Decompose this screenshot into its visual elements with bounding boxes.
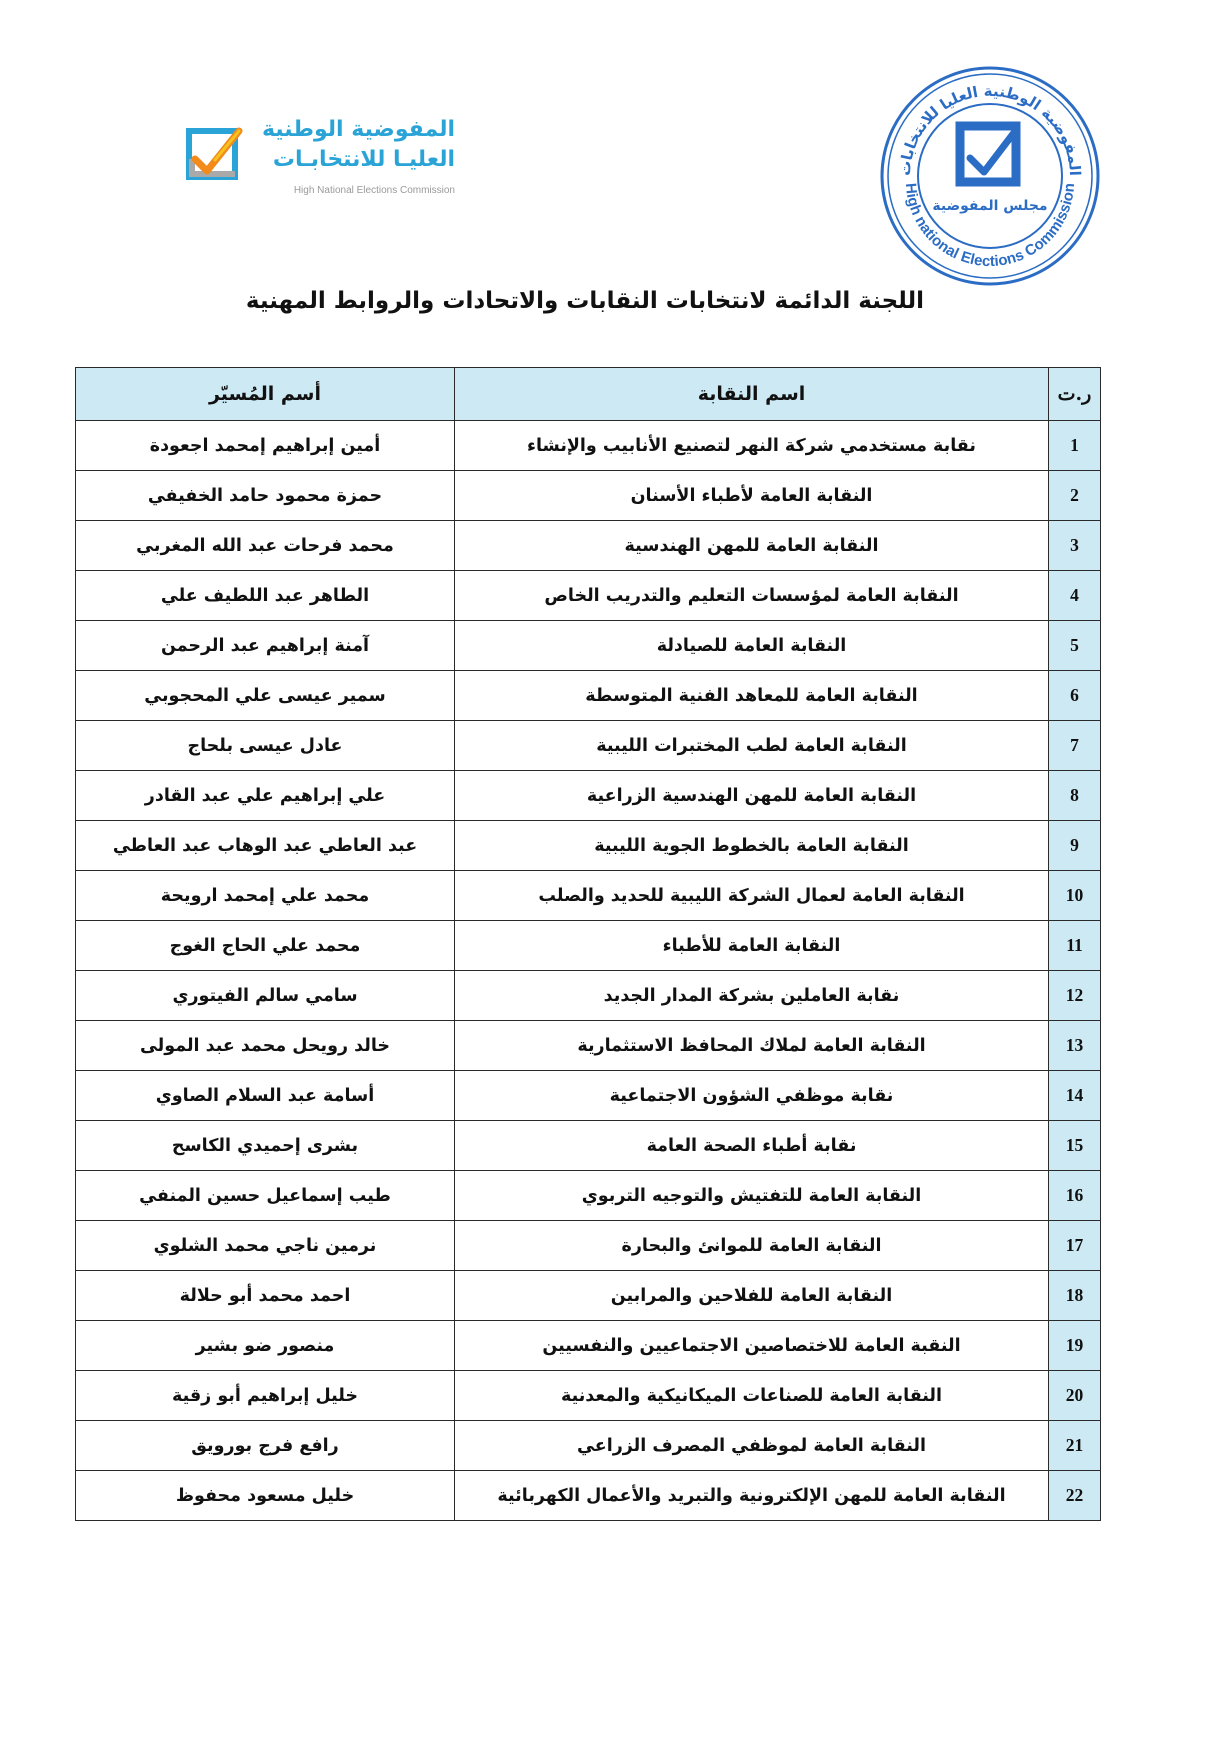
row-number: 20: [1049, 1371, 1101, 1421]
union-name-cell: النقبة العامة للاختصاصين الاجتماعيين والنفسيين: [455, 1321, 1049, 1371]
hnec-logo: [185, 105, 455, 205]
manager-name-cell: أسامة عبد السلام الصاوي: [76, 1071, 455, 1121]
table-row: [76, 571, 1101, 621]
row-number: 10: [1049, 871, 1101, 921]
manager-name-cell: منصور ضو بشير: [76, 1321, 455, 1371]
table-row: [76, 1371, 1101, 1421]
header-union-name: اسم النقابة: [455, 368, 1049, 421]
table-row: [76, 671, 1101, 721]
table-row: [76, 1171, 1101, 1221]
row-number: 8: [1049, 771, 1101, 821]
manager-name-cell: محمد علي إمحمد ارويحة: [76, 871, 455, 921]
union-name-cell: النقابة العامة لعمال الشركة الليبية للحديد والصلب: [455, 871, 1049, 921]
header-number: ر.ت: [1049, 368, 1101, 421]
checkbox-logo-icon: [185, 125, 245, 185]
union-name-cell: النقابة العامة لمؤسسات التعليم والتدريب الخاص: [455, 571, 1049, 621]
table-row: [76, 471, 1101, 521]
row-number: 22: [1049, 1471, 1101, 1521]
header-manager-name: أسم المُسيّر: [76, 368, 455, 421]
manager-name-cell: أمين إبراهيم إمحمد اجعودة: [76, 421, 455, 471]
manager-name-cell: احمد محمد أبو حلالة: [76, 1271, 455, 1321]
row-number: 6: [1049, 671, 1101, 721]
row-number: 7: [1049, 721, 1101, 771]
row-number: 12: [1049, 971, 1101, 1021]
table-row: [76, 1421, 1101, 1471]
row-number: 5: [1049, 621, 1101, 671]
table-row: [76, 1321, 1101, 1371]
manager-name-cell: الطاهر عبد اللطيف علي: [76, 571, 455, 621]
seal-outer-arabic: المفوضية الوطنية العليا للانتخابات: [895, 81, 1085, 177]
union-name-cell: نقابة العاملين بشركة المدار الجديد: [455, 971, 1049, 1021]
table-row: [76, 721, 1101, 771]
union-name-cell: النقابة العامة للموانئ والبحارة: [455, 1221, 1049, 1271]
table-row: [76, 1121, 1101, 1171]
row-number: 16: [1049, 1171, 1101, 1221]
manager-name-cell: بشرى إحميدي الكاسح: [76, 1121, 455, 1171]
union-name-cell: النقابة العامة للمعاهد الفنية المتوسطة: [455, 671, 1049, 721]
manager-name-cell: رافع فرج بورويق: [76, 1421, 455, 1471]
page-title: اللجنة الدائمة لانتخابات النقابات والاتحادات والروابط المهنية: [245, 288, 925, 314]
manager-name-cell: سمير عيسى علي المحجوبي: [76, 671, 455, 721]
row-number: 3: [1049, 521, 1101, 571]
manager-name-cell: محمد فرحات عبد الله المغربي: [76, 521, 455, 571]
row-number: 21: [1049, 1421, 1101, 1471]
table-row: [76, 1271, 1101, 1321]
row-number: 11: [1049, 921, 1101, 971]
logo-english-text: High National Elections Commission: [293, 185, 455, 196]
union-name-cell: النقابة العامة للتفتيش والتوجيه التربوي: [455, 1171, 1049, 1221]
table-row: [76, 521, 1101, 571]
row-number: 14: [1049, 1071, 1101, 1121]
row-number: 2: [1049, 471, 1101, 521]
row-number: 17: [1049, 1221, 1101, 1271]
row-number: 1: [1049, 421, 1101, 471]
table-row: [76, 621, 1101, 671]
commission-seal-stamp: [876, 62, 1104, 290]
table-header-row: [76, 368, 1101, 421]
row-number: 18: [1049, 1271, 1101, 1321]
union-name-cell: النقابة العامة للصيادلة: [455, 621, 1049, 671]
union-name-cell: النقابة العامة للمهن الإلكترونية والتبريد والأعمال الكهربائية: [455, 1471, 1049, 1521]
table-row: [76, 1071, 1101, 1121]
union-name-cell: النقابة العامة للمهن الهندسية الزراعية: [455, 771, 1049, 821]
union-name-cell: نقابة أطباء الصحة العامة: [455, 1121, 1049, 1171]
manager-name-cell: سامي سالم الفيتوري: [76, 971, 455, 1021]
manager-name-cell: نرمين ناجي محمد الشلوي: [76, 1221, 455, 1271]
manager-name-cell: عادل عيسى بلحاج: [76, 721, 455, 771]
manager-name-cell: خليل إبراهيم أبو زقية: [76, 1371, 455, 1421]
union-name-cell: النقابة العامة للأطباء: [455, 921, 1049, 971]
union-name-cell: النقابة العامة لملاك المحافظ الاستثمارية: [455, 1021, 1049, 1071]
union-name-cell: النقابة العامة للمهن الهندسية: [455, 521, 1049, 571]
manager-name-cell: خالد رويحل محمد عبد المولى: [76, 1021, 455, 1071]
logo-arabic-line1: المفوضية الوطنية: [261, 117, 455, 142]
manager-name-cell: خليل مسعود محفوظ: [76, 1471, 455, 1521]
row-number: 13: [1049, 1021, 1101, 1071]
row-number: 9: [1049, 821, 1101, 871]
union-name-cell: النقابة العامة لطب المختبرات الليبية: [455, 721, 1049, 771]
seal-inner-arabic: مجلس المفوضية: [932, 198, 1048, 214]
manager-name-cell: طيب إسماعيل حسين المنفي: [76, 1171, 455, 1221]
manager-name-cell: محمد علي الحاج الغوج: [76, 921, 455, 971]
table-row: [76, 1221, 1101, 1271]
manager-name-cell: آمنة إبراهيم عبد الرحمن: [76, 621, 455, 671]
union-name-cell: النقابة العامة للفلاحين والمرابين: [455, 1271, 1049, 1321]
union-name-cell: النقابة العامة لأطباء الأسنان: [455, 471, 1049, 521]
row-number: 15: [1049, 1121, 1101, 1171]
union-name-cell: النقابة العامة بالخطوط الجوية الليبية: [455, 821, 1049, 871]
union-name-cell: نقابة مستخدمي شركة النهر لتصنيع الأنابيب والإنشاء: [455, 421, 1049, 471]
table-row: [76, 971, 1101, 1021]
table-row: [76, 1471, 1101, 1521]
table-row: [76, 871, 1101, 921]
union-name-cell: النقابة العامة للصناعات الميكانيكية والمعدنية: [455, 1371, 1049, 1421]
manager-name-cell: علي إبراهيم علي عبد القادر: [76, 771, 455, 821]
manager-name-cell: عبد العاطي عبد الوهاب عبد العاطي: [76, 821, 455, 871]
table-row: [76, 421, 1101, 471]
seal-checkbox-icon: [960, 126, 1016, 182]
union-name-cell: النقابة العامة لموظفي المصرف الزراعي: [455, 1421, 1049, 1471]
row-number: 19: [1049, 1321, 1101, 1371]
table-row: [76, 921, 1101, 971]
union-name-cell: نقابة موظفي الشؤون الاجتماعية: [455, 1071, 1049, 1121]
table-row: [76, 771, 1101, 821]
table-row: [76, 1021, 1101, 1071]
row-number: 4: [1049, 571, 1101, 621]
seal-outer-english: High national Elections Commission: [901, 182, 1079, 271]
manager-name-cell: حمزة محمود حامد الخفيفي: [76, 471, 455, 521]
logo-arabic-line2: العليـا للانتخابـات: [272, 147, 455, 172]
table-row: [76, 821, 1101, 871]
unions-table: [75, 367, 1101, 1521]
